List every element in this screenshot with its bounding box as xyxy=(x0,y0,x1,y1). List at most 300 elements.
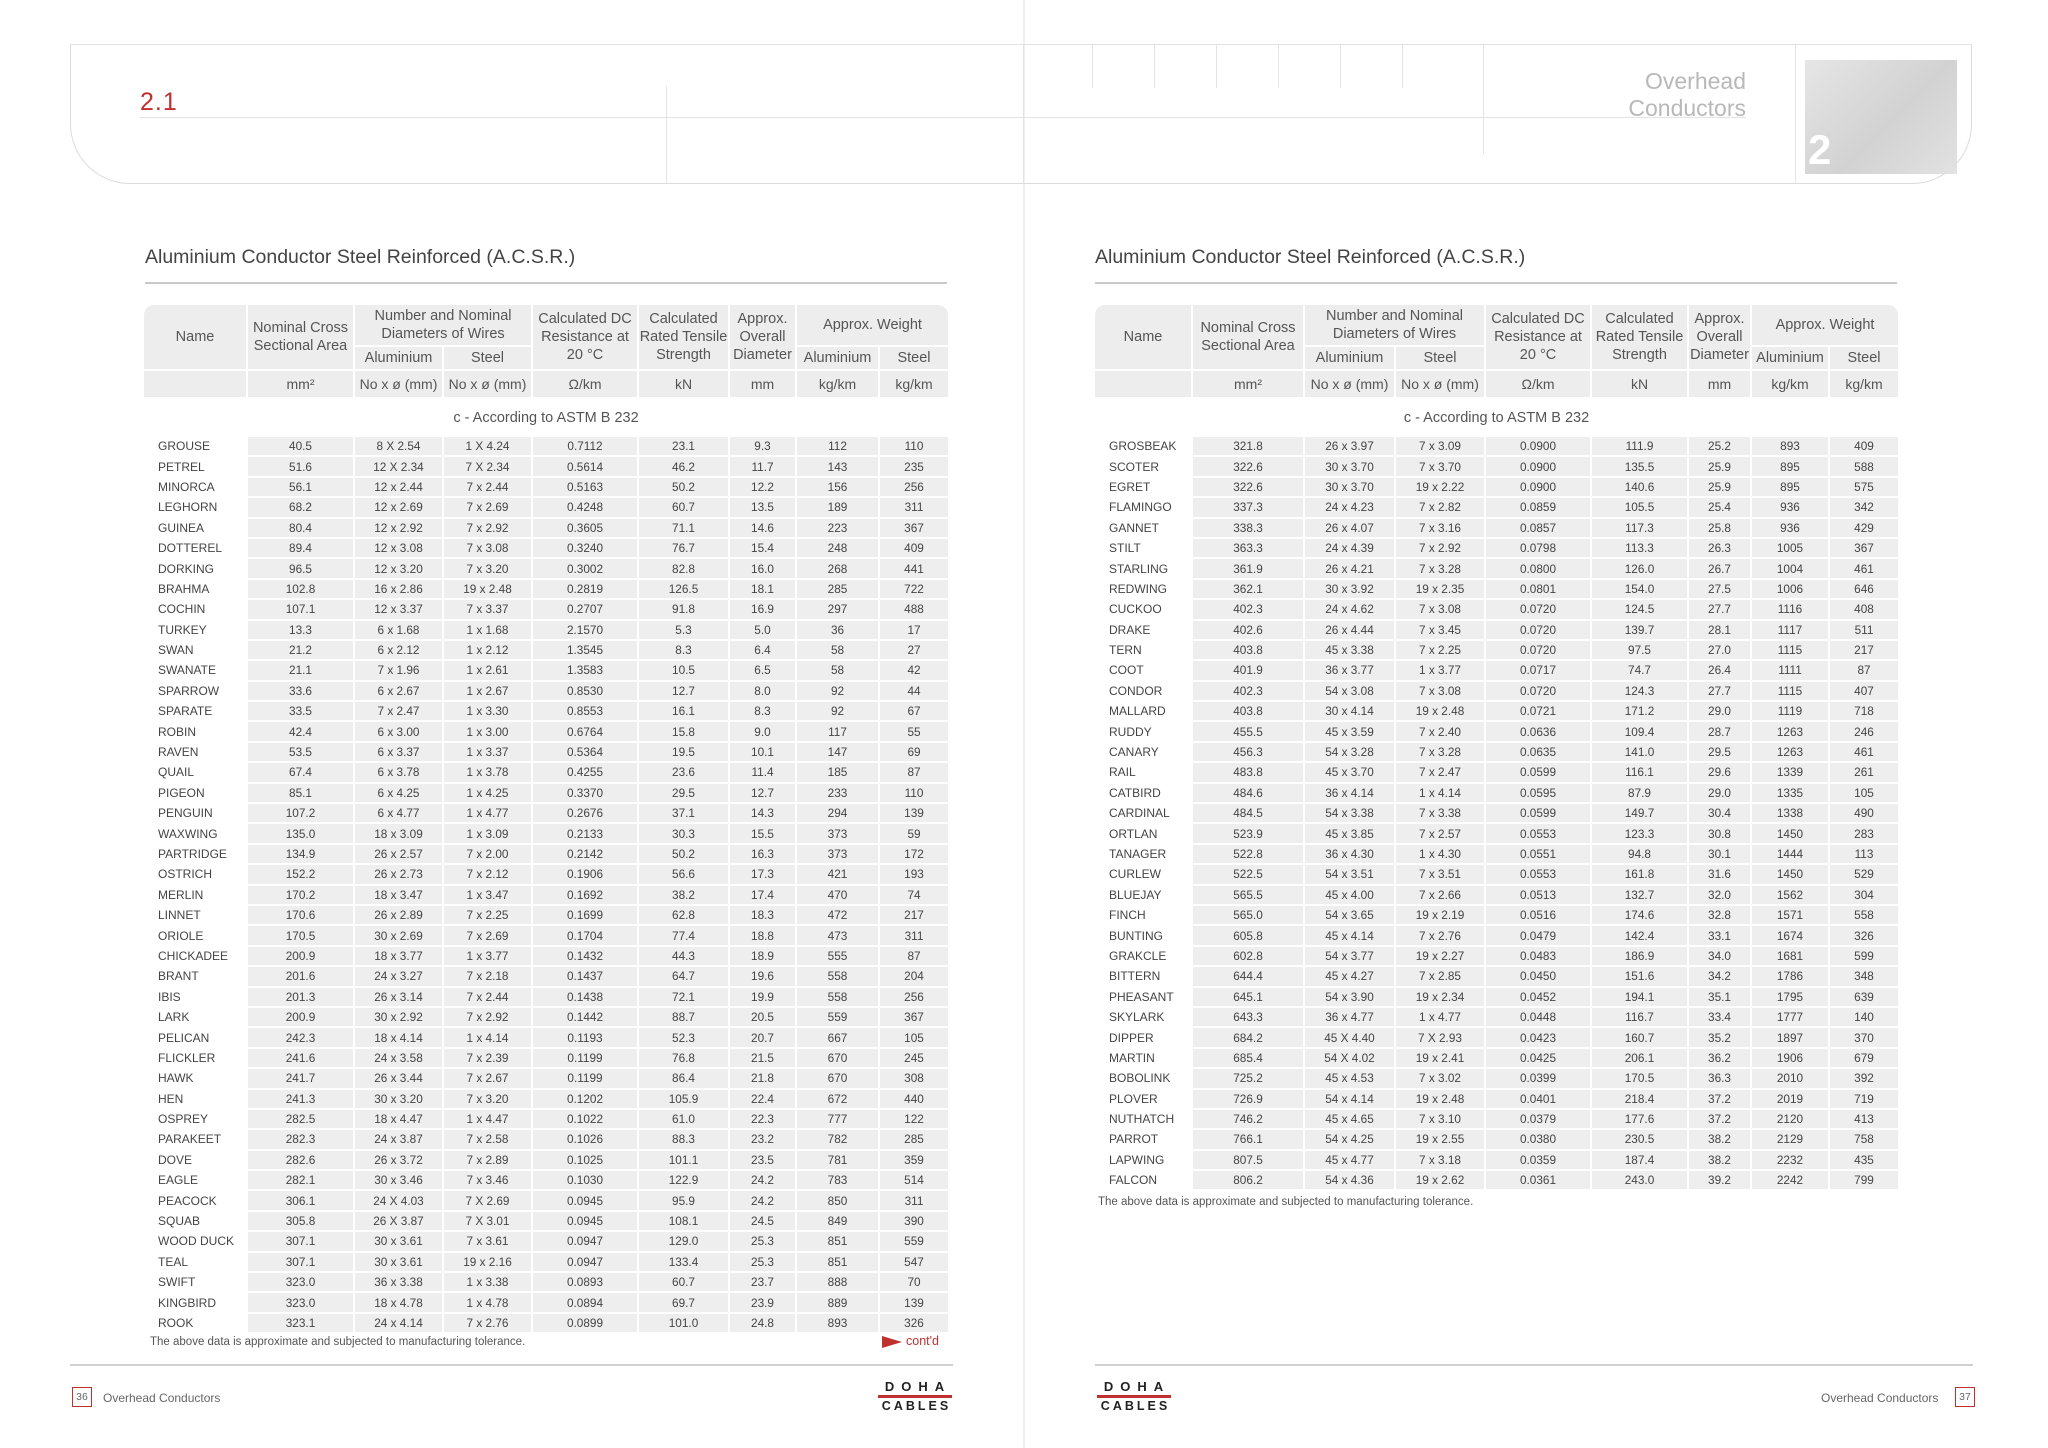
table-cell: 7 x 2.12 xyxy=(444,865,533,885)
table-cell: 6 x 2.12 xyxy=(355,641,444,661)
table-cell: 20.5 xyxy=(730,1008,797,1028)
table-cell: 85.1 xyxy=(248,784,355,804)
table-cell: 0.1199 xyxy=(533,1049,639,1069)
table-cell: 161.8 xyxy=(1592,865,1689,885)
conductor-name: CATBIRD xyxy=(1095,784,1193,804)
table-cell: 19 x 2.22 xyxy=(1396,478,1486,498)
table-cell: 484.5 xyxy=(1193,804,1305,824)
table-cell: 0.0947 xyxy=(533,1253,639,1273)
table-cell: 1 x 1.68 xyxy=(444,621,533,641)
table-row xyxy=(1095,600,1898,620)
table-cell: 34.2 xyxy=(1689,967,1752,987)
table-cell: 18.8 xyxy=(730,926,797,946)
table-cell: 241.7 xyxy=(248,1069,355,1089)
table-cell: 1 x 3.47 xyxy=(444,886,533,906)
conductor-name: PHEASANT xyxy=(1095,988,1193,1008)
table-cell: 2129 xyxy=(1752,1130,1830,1150)
table-cell: 7 x 2.25 xyxy=(1396,641,1486,661)
table-cell: 7 x 2.18 xyxy=(444,967,533,987)
table-cell: 7 x 3.08 xyxy=(444,539,533,559)
table-cell: 96.5 xyxy=(248,559,355,579)
conductor-name: FLICKLER xyxy=(144,1049,248,1069)
table-cell: 124.5 xyxy=(1592,600,1689,620)
table-cell: 233 xyxy=(797,784,880,804)
table-cell: 80.4 xyxy=(248,519,355,539)
table-cell: 54 x 4.25 xyxy=(1305,1130,1396,1150)
table-cell: 7 x 2.69 xyxy=(444,498,533,518)
table-cell: 602.8 xyxy=(1193,947,1305,967)
table-cell: 0.1692 xyxy=(533,886,639,906)
table-cell: 261 xyxy=(1830,763,1898,783)
table-cell: 7 X 3.01 xyxy=(444,1212,533,1232)
table-cell: 6 x 3.78 xyxy=(355,763,444,783)
col-weight-header: Approx. Weight xyxy=(797,305,948,347)
table-cell: 8.0 xyxy=(730,682,797,702)
table-cell: 373 xyxy=(797,824,880,844)
table-cell: 409 xyxy=(1830,437,1898,457)
table-cell: 152.2 xyxy=(248,865,355,885)
table-cell: 1005 xyxy=(1752,539,1830,559)
table-cell: 18 x 3.09 xyxy=(355,824,444,844)
table-cell: 54 x 3.51 xyxy=(1305,865,1396,885)
table-cell: 64.7 xyxy=(639,967,730,987)
table-cell: 308 xyxy=(880,1069,948,1089)
table-cell: 0.1193 xyxy=(533,1028,639,1048)
conductor-name: BRANT xyxy=(144,967,248,987)
table-cell: 0.1432 xyxy=(533,947,639,967)
table-cell: 30.8 xyxy=(1689,824,1752,844)
conductor-name: CARDINAL xyxy=(1095,804,1193,824)
footer-rule xyxy=(1095,1364,1973,1366)
conductor-name: MALLARD xyxy=(1095,702,1193,722)
col-weight-aluminium-header: Aluminium xyxy=(797,347,880,371)
table-cell: 409 xyxy=(880,539,948,559)
table-cell: 5.3 xyxy=(639,621,730,641)
table-cell: 1 X 4.24 xyxy=(444,437,533,457)
table-cell: 24 x 4.14 xyxy=(355,1314,444,1334)
table-cell: 7 X 2.69 xyxy=(444,1191,533,1211)
table-cell: 722 xyxy=(880,580,948,600)
table-row xyxy=(144,1293,948,1313)
table-cell: 370 xyxy=(1830,1028,1898,1048)
table-cell: 218.4 xyxy=(1592,1090,1689,1110)
table-cell: 0.1704 xyxy=(533,926,639,946)
table-cell: 74 xyxy=(880,886,948,906)
table-cell: 110 xyxy=(880,784,948,804)
table-cell: 45 x 3.70 xyxy=(1305,763,1396,783)
table-cell: 306.1 xyxy=(248,1191,355,1211)
table-cell: 23.5 xyxy=(730,1151,797,1171)
table-cell: 565.0 xyxy=(1193,906,1305,926)
table-cell: 97.5 xyxy=(1592,641,1689,661)
table-cell: 12 x 2.44 xyxy=(355,478,444,498)
table-cell: 522.5 xyxy=(1193,865,1305,885)
table-cell: 2.1570 xyxy=(533,621,639,641)
table-row xyxy=(1095,1090,1898,1110)
table-cell: 86.4 xyxy=(639,1069,730,1089)
table-cell: 7 X 2.93 xyxy=(1396,1028,1486,1048)
table-cell: 1338 xyxy=(1752,804,1830,824)
table-cell: 132.7 xyxy=(1592,886,1689,906)
conductor-name: STARLING xyxy=(1095,559,1193,579)
table-row xyxy=(1095,1130,1898,1150)
table-cell: 34.0 xyxy=(1689,947,1752,967)
table-cell: 56.6 xyxy=(639,865,730,885)
table-cell: 12 X 2.34 xyxy=(355,457,444,477)
table-cell: 373 xyxy=(797,845,880,865)
table-cell: 59 xyxy=(880,824,948,844)
table-cell: 23.6 xyxy=(639,763,730,783)
table-cell: 0.0599 xyxy=(1486,804,1592,824)
table-cell: 1116 xyxy=(1752,600,1830,620)
conductor-name: LINNET xyxy=(144,906,248,926)
table-cell: 140.6 xyxy=(1592,478,1689,498)
table-cell: 40.5 xyxy=(248,437,355,457)
table-cell: 170.6 xyxy=(248,906,355,926)
conductor-name: FLAMINGO xyxy=(1095,498,1193,518)
table-cell: 679 xyxy=(1830,1049,1898,1069)
table-cell: 109.4 xyxy=(1592,722,1689,742)
table-cell: 7 x 2.92 xyxy=(444,519,533,539)
table-cell: 0.0900 xyxy=(1486,437,1592,457)
table-cell: 91.8 xyxy=(639,600,730,620)
table-cell: 36.3 xyxy=(1689,1069,1752,1089)
table-cell: 28.7 xyxy=(1689,722,1752,742)
conductor-name: TANAGER xyxy=(1095,845,1193,865)
table-row xyxy=(1095,743,1898,763)
table-cell: 22.4 xyxy=(730,1090,797,1110)
table-cell: 338.3 xyxy=(1193,519,1305,539)
table-cell: 1 x 3.77 xyxy=(444,947,533,967)
table-cell: 117 xyxy=(797,722,880,742)
table-cell: 35.2 xyxy=(1689,1028,1752,1048)
table-cell: 172 xyxy=(880,845,948,865)
table-cell: 24 X 4.03 xyxy=(355,1191,444,1211)
table-cell: 30.1 xyxy=(1689,845,1752,865)
table-cell: 0.2819 xyxy=(533,580,639,600)
table-cell: 116.1 xyxy=(1592,763,1689,783)
table-cell: 311 xyxy=(880,926,948,946)
table-cell: 139 xyxy=(880,1293,948,1313)
table-cell: 24 x 4.23 xyxy=(1305,498,1396,518)
table-cell: 322.6 xyxy=(1193,457,1305,477)
table-cell: 26 x 2.89 xyxy=(355,906,444,926)
table-row xyxy=(144,886,948,906)
table-cell: 88.7 xyxy=(639,1008,730,1028)
table-cell: 889 xyxy=(797,1293,880,1313)
logo-text-top: DOHA xyxy=(1103,1379,1171,1394)
table-cell: 126.0 xyxy=(1592,559,1689,579)
table-cell: 1 x 3.37 xyxy=(444,743,533,763)
table-cell: 170.2 xyxy=(248,886,355,906)
table-cell: 326 xyxy=(880,1314,948,1334)
table-cell: 392 xyxy=(1830,1069,1898,1089)
table-cell: 36 x 3.77 xyxy=(1305,661,1396,681)
table-cell: 22.3 xyxy=(730,1110,797,1130)
table-cell: 1681 xyxy=(1752,947,1830,967)
table-cell: 67.4 xyxy=(248,763,355,783)
table-cell: 92 xyxy=(797,702,880,722)
table-cell: 256 xyxy=(880,478,948,498)
table-cell: 45 x 3.38 xyxy=(1305,641,1396,661)
conductor-name: OSPREY xyxy=(144,1110,248,1130)
table-cell: 1115 xyxy=(1752,682,1830,702)
table-cell: 92 xyxy=(797,682,880,702)
table-cell: 0.0551 xyxy=(1486,845,1592,865)
table-cell: 1 x 4.14 xyxy=(444,1028,533,1048)
conductor-name: WOOD DUCK xyxy=(144,1232,248,1252)
table-cell: 0.8553 xyxy=(533,702,639,722)
table-cell: 201.3 xyxy=(248,988,355,1008)
table-cell: 37.2 xyxy=(1689,1090,1752,1110)
table-cell: 0.2142 xyxy=(533,845,639,865)
table-cell: 7 x 3.70 xyxy=(1396,457,1486,477)
logo-text-top: DOHA xyxy=(884,1379,952,1394)
conductor-name: DRAKE xyxy=(1095,621,1193,641)
conductor-name: GRAKCLE xyxy=(1095,947,1193,967)
table-row xyxy=(1095,1171,1898,1191)
table-row xyxy=(1095,437,1898,457)
table-cell: 321.8 xyxy=(1193,437,1305,457)
conductor-name: TURKEY xyxy=(144,621,248,641)
table-cell: 1 x 4.47 xyxy=(444,1110,533,1130)
unit-cell: No x ø (mm) xyxy=(1305,371,1396,399)
table-cell: 599 xyxy=(1830,947,1898,967)
table-cell: 154.0 xyxy=(1592,580,1689,600)
continued-label: cont'd xyxy=(906,1334,939,1348)
unit-cell: kN xyxy=(1592,371,1689,399)
table-cell: 529 xyxy=(1830,865,1898,885)
table-cell: 7 x 3.08 xyxy=(1396,600,1486,620)
table-cell: 16.9 xyxy=(730,600,797,620)
table-cell: 25.9 xyxy=(1689,478,1752,498)
table-cell: 139.7 xyxy=(1592,621,1689,641)
table-cell: 304 xyxy=(1830,886,1898,906)
table-cell: 35.1 xyxy=(1689,988,1752,1008)
table-row xyxy=(144,478,948,498)
table-cell: 7 x 2.40 xyxy=(1396,722,1486,742)
table-cell: 1777 xyxy=(1752,1008,1830,1028)
table-row xyxy=(1095,845,1898,865)
table-cell: 323.0 xyxy=(248,1293,355,1313)
table-cell: 87 xyxy=(880,763,948,783)
table-cell: 850 xyxy=(797,1191,880,1211)
table-cell: 18.3 xyxy=(730,906,797,926)
col-weight-aluminium-header: Aluminium xyxy=(1752,347,1830,371)
table-cell: 16.3 xyxy=(730,845,797,865)
table-cell: 1 x 3.30 xyxy=(444,702,533,722)
table-cell: 29.6 xyxy=(1689,763,1752,783)
table-cell: 245 xyxy=(880,1049,948,1069)
table-cell: 766.1 xyxy=(1193,1130,1305,1150)
col-name-header: Name xyxy=(144,305,248,371)
table-cell: 27.7 xyxy=(1689,600,1752,620)
table-cell: 76.8 xyxy=(639,1049,730,1069)
table-cell: 0.1022 xyxy=(533,1110,639,1130)
table-cell: 27.5 xyxy=(1689,580,1752,600)
table-cell: 61.0 xyxy=(639,1110,730,1130)
table-cell: 0.1026 xyxy=(533,1130,639,1150)
table-cell: 488 xyxy=(880,600,948,620)
table-cell: 30 x 2.92 xyxy=(355,1008,444,1028)
conductor-name: MERLIN xyxy=(144,886,248,906)
table-row xyxy=(144,988,948,1008)
table-cell: 323.0 xyxy=(248,1273,355,1293)
table-cell: 135.0 xyxy=(248,824,355,844)
table-cell: 0.3002 xyxy=(533,559,639,579)
table-row xyxy=(1095,947,1898,967)
table-cell: 26 x 3.44 xyxy=(355,1069,444,1089)
conductor-name: PETREL xyxy=(144,457,248,477)
table-cell: 7 x 3.09 xyxy=(1396,437,1486,457)
table-cell: 19 x 2.48 xyxy=(1396,1090,1486,1110)
table-cell: 0.0553 xyxy=(1486,824,1592,844)
conductor-name: GROUSE xyxy=(144,437,248,457)
table-cell: 16.0 xyxy=(730,559,797,579)
table-cell: 27 xyxy=(880,641,948,661)
table-cell: 9.0 xyxy=(730,722,797,742)
table-cell: 200.9 xyxy=(248,1008,355,1028)
conductor-name: STILT xyxy=(1095,539,1193,559)
table-cell: 7 x 2.25 xyxy=(444,906,533,926)
table-cell: 0.1906 xyxy=(533,865,639,885)
table-cell: 25.3 xyxy=(730,1253,797,1273)
table-cell: 1795 xyxy=(1752,988,1830,1008)
col-weight-header: Approx. Weight xyxy=(1752,305,1898,347)
table-cell: 33.5 xyxy=(248,702,355,722)
table-cell: 1339 xyxy=(1752,763,1830,783)
table-row xyxy=(1095,478,1898,498)
conductor-name: BITTERN xyxy=(1095,967,1193,987)
table-cell: 1 x 3.38 xyxy=(444,1273,533,1293)
table-cell: 33.4 xyxy=(1689,1008,1752,1028)
table-row xyxy=(144,1090,948,1110)
table-cell: 0.0635 xyxy=(1486,743,1592,763)
table-cell: 367 xyxy=(1830,539,1898,559)
table-cell: 15.8 xyxy=(639,722,730,742)
unit-cell: No x ø (mm) xyxy=(444,371,533,399)
table-cell: 11.4 xyxy=(730,763,797,783)
table-cell: 311 xyxy=(880,1191,948,1211)
table-cell: 30 x 3.46 xyxy=(355,1171,444,1191)
table-row xyxy=(144,1110,948,1130)
table-cell: 25.3 xyxy=(730,1232,797,1252)
conductor-name: MARTIN xyxy=(1095,1049,1193,1069)
table-cell: 403.8 xyxy=(1193,702,1305,722)
table-cell: 122 xyxy=(880,1110,948,1130)
table-row xyxy=(144,1069,948,1089)
col-resistance-header: Calculated DC Resistance at 20 °C xyxy=(533,305,639,371)
conductor-name: ORIOLE xyxy=(144,926,248,946)
table-row xyxy=(144,621,948,641)
table-cell: 565.5 xyxy=(1193,886,1305,906)
table-cell: 1006 xyxy=(1752,580,1830,600)
table-cell: 7 x 3.37 xyxy=(444,600,533,620)
table-row xyxy=(1095,519,1898,539)
table-cell: 0.0859 xyxy=(1486,498,1592,518)
table-cell: 7 x 3.02 xyxy=(1396,1069,1486,1089)
table-cell: 54 x 3.28 xyxy=(1305,743,1396,763)
table-cell: 0.5364 xyxy=(533,743,639,763)
table-row xyxy=(1095,1049,1898,1069)
table-cell: 726.9 xyxy=(1193,1090,1305,1110)
table-cell: 0.4255 xyxy=(533,763,639,783)
table-cell: 25.8 xyxy=(1689,519,1752,539)
table-cell: 1450 xyxy=(1752,865,1830,885)
table-row xyxy=(1095,1069,1898,1089)
table-cell: 523.9 xyxy=(1193,824,1305,844)
table-cell: 575 xyxy=(1830,478,1898,498)
table-cell: 555 xyxy=(797,947,880,967)
table-cell: 367 xyxy=(880,1008,948,1028)
table-cell: 0.0945 xyxy=(533,1212,639,1232)
table-cell: 6.4 xyxy=(730,641,797,661)
table-row xyxy=(1095,865,1898,885)
unit-cell: kg/km xyxy=(797,371,880,399)
table-cell: 7 x 3.28 xyxy=(1396,743,1486,763)
table-cell: 139 xyxy=(880,804,948,824)
table-cell: 359 xyxy=(880,1151,948,1171)
table-row xyxy=(1095,1028,1898,1048)
table-cell: 19 x 2.41 xyxy=(1396,1049,1486,1069)
table-cell: 18 x 3.77 xyxy=(355,947,444,967)
table-row xyxy=(1095,906,1898,926)
unit-cell: kg/km xyxy=(1830,371,1898,399)
conductor-name: CANARY xyxy=(1095,743,1193,763)
col-weight-steel-header: Steel xyxy=(1830,347,1898,371)
arrow-right-icon xyxy=(882,1336,902,1348)
table-cell: 206.1 xyxy=(1592,1049,1689,1069)
table-cell: 6 x 1.68 xyxy=(355,621,444,641)
table-cell: 230.5 xyxy=(1592,1130,1689,1150)
table-row xyxy=(144,804,948,824)
table-cell: 151.6 xyxy=(1592,967,1689,987)
conductor-name: PARTRIDGE xyxy=(144,845,248,865)
table-row xyxy=(144,437,948,457)
table-body xyxy=(144,437,948,1334)
table-cell: 21.8 xyxy=(730,1069,797,1089)
table-cell: 7 x 3.45 xyxy=(1396,621,1486,641)
table-cell: 421 xyxy=(797,865,880,885)
table-cell: 12.7 xyxy=(730,784,797,804)
table-cell: 12 x 2.92 xyxy=(355,519,444,539)
table-cell: 684.2 xyxy=(1193,1028,1305,1048)
table-cell: 17 xyxy=(880,621,948,641)
table-row xyxy=(144,519,948,539)
logo-text-bottom: CABLES xyxy=(881,1399,952,1413)
table-cell: 893 xyxy=(797,1314,880,1334)
table-cell: 69 xyxy=(880,743,948,763)
table-cell: 12 x 2.69 xyxy=(355,498,444,518)
table-row xyxy=(144,1130,948,1150)
unit-cell: No x ø (mm) xyxy=(355,371,444,399)
unit-cell: kN xyxy=(639,371,730,399)
table-cell: 435 xyxy=(1830,1151,1898,1171)
table-cell: 30 x 3.92 xyxy=(1305,580,1396,600)
table-cell: 7 x 2.89 xyxy=(444,1151,533,1171)
table-cell: 56.1 xyxy=(248,478,355,498)
table-cell: 105.9 xyxy=(639,1090,730,1110)
table-cell: 782 xyxy=(797,1130,880,1150)
table-cell: 27.0 xyxy=(1689,641,1752,661)
table-cell: 0.0423 xyxy=(1486,1028,1592,1048)
table-cell: 24 x 3.87 xyxy=(355,1130,444,1150)
table-cell: 14.6 xyxy=(730,519,797,539)
table-cell: 54 x 3.08 xyxy=(1305,682,1396,702)
table-row xyxy=(144,865,948,885)
table-cell: 26 x 3.72 xyxy=(355,1151,444,1171)
table-cell: 646 xyxy=(1830,580,1898,600)
